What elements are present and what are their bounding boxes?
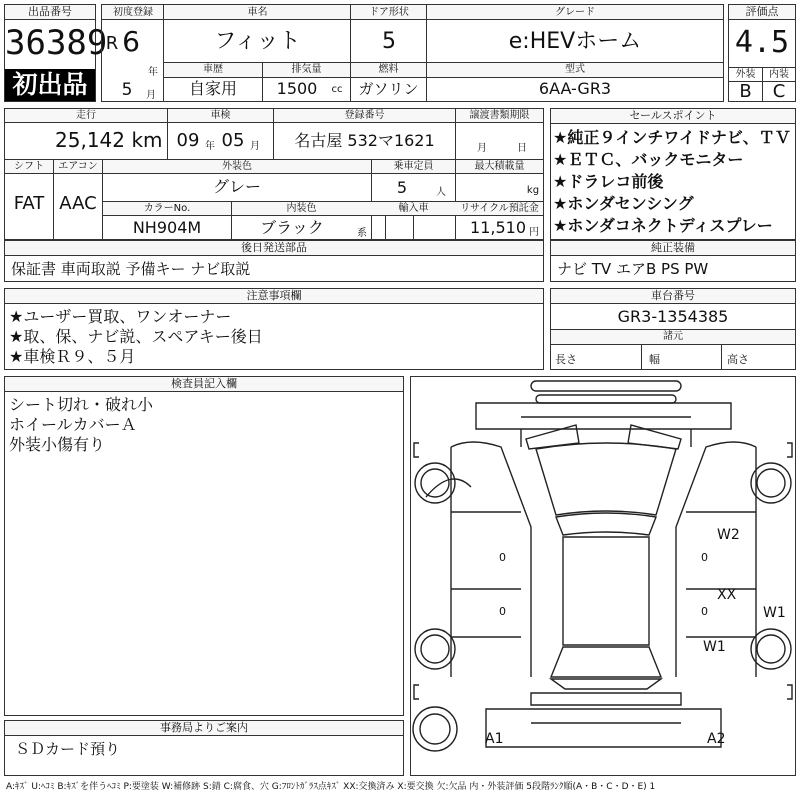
score-label: 評価点 — [729, 5, 795, 20]
inspection-label: 車検 — [210, 110, 231, 121]
inspection-month-unit: 月 — [250, 141, 260, 152]
inspection-year: 09 — [176, 130, 200, 151]
mark-w2: W2 — [717, 527, 740, 543]
ext-score: B — [739, 81, 752, 102]
shift: FAT — [13, 193, 45, 214]
selling-point-item: ★ホンダコネクトディスプレー — [553, 216, 773, 235]
dims-label: 諸元 — [551, 330, 795, 345]
selling-points-box — [550, 108, 796, 240]
caution-item: ★取、保、ナビ説、スペアキー後日 — [9, 327, 263, 346]
mark-w1-side: W1 — [763, 605, 786, 621]
mark-zero: 0 — [499, 551, 506, 564]
office-label: 事務局よりご案内 — [5, 721, 403, 736]
int-color-label: 内装色 — [286, 203, 317, 214]
inspector-item: シート切れ・破れ小 — [9, 395, 154, 414]
details-box — [4, 108, 544, 240]
transfer-label: 譲渡書類期限 — [469, 110, 530, 121]
mark-xx: XX — [717, 587, 737, 603]
width-label: 幅 — [649, 353, 660, 366]
reg-year-unit: 年 — [148, 67, 158, 78]
transfer-day-unit: 日 — [517, 143, 527, 154]
inspector-label: 検査員記入欄 — [5, 377, 403, 392]
int-color: ブラック — [260, 218, 324, 237]
inspection-month: 05 — [221, 130, 245, 151]
registration-box — [101, 4, 724, 102]
max-load-label: 最大積載量 — [474, 161, 525, 172]
selling-point-item: ★ドラレコ前後 — [553, 172, 664, 191]
model: 6AA-GR3 — [538, 79, 612, 98]
reg-era: R — [105, 33, 119, 54]
car-outline-diagram — [411, 377, 795, 775]
ext-color-label: 外装色 — [222, 161, 252, 172]
door-type: 5 — [382, 29, 396, 54]
height-label: 高さ — [727, 353, 749, 366]
caution-item: ★車検Ｒ９、５月 — [9, 347, 136, 366]
capacity-label: 乗車定員 — [393, 161, 434, 172]
ext-label: 外装 — [735, 69, 756, 80]
caution-item: ★ユーザー買取、ワンオーナー — [9, 307, 232, 326]
recycle-label: リサイクル預託金 — [460, 203, 539, 214]
history: 自家用 — [188, 79, 237, 98]
mark-zero: 0 — [701, 605, 708, 618]
caution-label: 注意事項欄 — [5, 289, 543, 304]
lot-box — [4, 4, 108, 102]
lot-label: 出品番号 — [5, 5, 95, 20]
int-score: C — [772, 81, 786, 102]
shift-label: シフト — [14, 161, 44, 172]
mileage-label: 走行 — [76, 110, 96, 121]
selling-points-label: セールスポイント — [551, 109, 795, 124]
mark-zero: 0 — [701, 551, 708, 564]
lot-number: 36389 — [5, 23, 108, 63]
legend-footer: A:ｷｽﾞ U:ﾍｺﾐ B:ｷｽﾞを伴うﾍｺﾐ P:要塗装 W:補修跡 S:錆 C:腐食、穴 G:ﾌﾛﾝﾄｶﾞﾗｽ点ｷｽﾞ XX:交換済み X:要交換 欠:欠品 内・外装評価 5段階ﾗﾝｸ順(A・B・C・D・E) 1 — [6, 782, 656, 792]
chassis-number: GR3-1354385 — [617, 307, 729, 326]
reg-month-unit: 月 — [146, 90, 156, 101]
equipment: ナビ TV エアB PS PW — [557, 260, 709, 278]
color-no-label: カラーNo. — [143, 203, 191, 214]
model-label: 型式 — [565, 64, 585, 75]
transfer-month-unit: 月 — [477, 143, 487, 154]
equipment-label: 純正装備 — [551, 241, 795, 256]
door-label: ドア形状 — [369, 7, 409, 18]
first-listing-badge: 初出品 — [5, 69, 95, 101]
office-box — [4, 720, 404, 776]
reg-year: 6 — [122, 25, 140, 58]
selling-point-item: ★純正９インチワイドナビ、ＴＶ — [553, 128, 791, 147]
import-label: 輸入車 — [398, 203, 429, 214]
plate-label: 登録番号 — [344, 110, 385, 121]
chassis-box — [550, 288, 796, 370]
ext-color: グレー — [212, 177, 261, 196]
reg-month: 5 — [121, 80, 133, 100]
chassis-label: 車台番号 — [551, 289, 795, 304]
grade: e:HEVホーム — [508, 29, 642, 54]
mark-w1-door: W1 — [703, 639, 726, 655]
capacity-unit: 人 — [436, 187, 446, 198]
grade-label: グレード — [555, 7, 595, 18]
inspection-year-unit: 年 — [205, 141, 215, 152]
color-no: NH904M — [132, 218, 202, 237]
inspector-box — [4, 376, 404, 716]
mileage: 25,142 — [55, 128, 125, 152]
plate: 名古屋 532マ1621 — [294, 131, 435, 150]
recycle: 11,510 — [470, 218, 526, 237]
equipment-box — [550, 240, 796, 282]
displacement-label: 排気量 — [291, 64, 322, 75]
mark-a2: A2 — [707, 731, 726, 747]
fuel-label: 燃料 — [378, 64, 399, 75]
mark-a1: A1 — [485, 731, 504, 747]
capacity: 5 — [396, 178, 408, 197]
car-name-label: 車名 — [247, 7, 268, 18]
int-label: 内装 — [769, 69, 789, 80]
ac-label: エアコン — [58, 161, 98, 172]
inspector-item: 外装小傷有り — [9, 435, 106, 454]
later-parts-box — [4, 240, 544, 282]
length-label: 長さ — [555, 353, 577, 366]
mileage-unit: km — [131, 128, 163, 152]
score-value: 4.5 — [734, 25, 790, 60]
later-parts-label: 後日発送部品 — [5, 241, 543, 256]
mark-zero: 0 — [499, 605, 506, 618]
int-color-unit: 系 — [357, 228, 367, 239]
inspector-item: ホイールカバーＡ — [9, 415, 137, 434]
displacement: 1500 — [276, 79, 318, 98]
damage-diagram — [410, 376, 796, 776]
office-note: ＳＤカード預り — [15, 740, 121, 758]
selling-point-item: ★ＥＴＣ、バックモニター — [553, 150, 744, 169]
max-load-unit: kg — [526, 185, 540, 196]
recycle-unit: 円 — [529, 227, 539, 238]
displacement-unit: cc — [331, 84, 343, 95]
score-box — [728, 4, 796, 102]
fuel: ガソリン — [358, 80, 419, 98]
later-parts: 保証書 車両取説 予備キー ナビ取説 — [11, 260, 251, 278]
first-reg-label: 初度登録 — [113, 7, 153, 18]
selling-point-item: ★ホンダセンシング — [553, 194, 694, 213]
ac: AAC — [59, 193, 97, 214]
caution-box — [4, 288, 544, 370]
car-name: フィット — [214, 29, 301, 54]
history-label: 車歴 — [203, 64, 223, 75]
